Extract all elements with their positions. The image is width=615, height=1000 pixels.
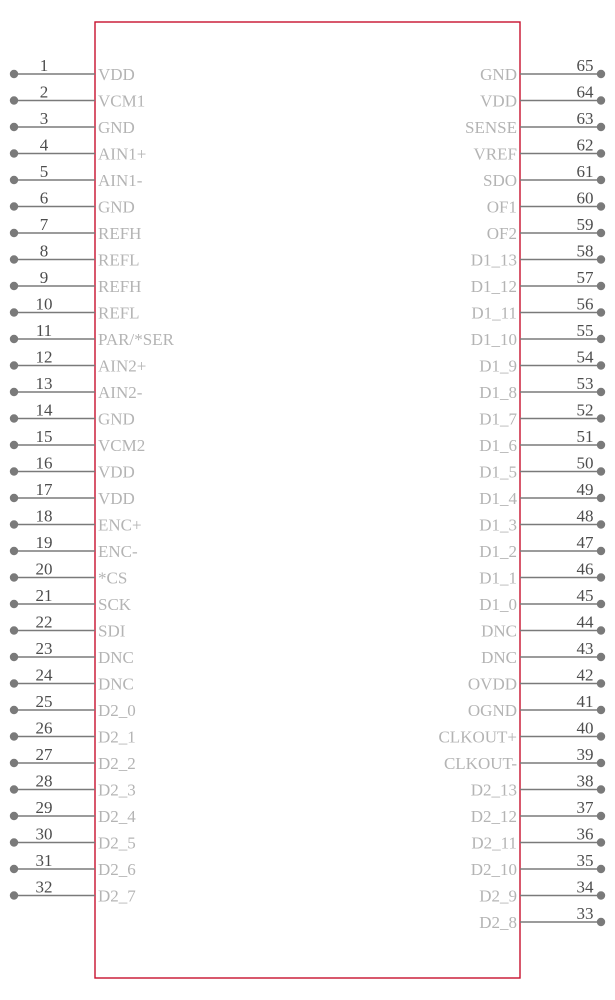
pin-end-dot [597, 653, 605, 661]
pin-end-dot [597, 229, 605, 237]
pin-number: 24 [35, 665, 53, 685]
pin-name: GND [98, 409, 135, 429]
pin-number: 16 [35, 453, 53, 473]
pin-name: D2_12 [470, 807, 517, 826]
pin-name: REFL [98, 303, 140, 323]
pin-number: 8 [39, 241, 49, 261]
pin-number: 51 [576, 427, 594, 446]
pin-end-dot [10, 176, 18, 184]
pin-end-dot [597, 282, 605, 290]
pin-end-dot [597, 865, 605, 873]
pin-end-dot [10, 255, 18, 263]
pin-number: 61 [576, 162, 594, 181]
pin-number: 19 [35, 533, 53, 552]
pin-end-dot [10, 653, 18, 661]
pin-name: D2_0 [98, 701, 136, 720]
pin-end-dot [597, 361, 605, 369]
pin-number: 39 [576, 745, 594, 764]
right-pin [479, 480, 605, 508]
pin-number: 21 [35, 586, 53, 605]
pin-end-dot [10, 308, 18, 316]
pin-end-dot [10, 70, 18, 78]
pin-name: D1_12 [470, 277, 517, 296]
pin-number: 1 [39, 56, 49, 75]
pin-end-dot [597, 335, 605, 343]
pin-name: OF2 [486, 224, 517, 243]
right-pin [479, 904, 605, 932]
pin-end-dot [10, 785, 18, 793]
pin-number: 59 [576, 215, 594, 234]
right-pin [481, 639, 605, 667]
pin-end-dot [10, 520, 18, 528]
pin-number: 42 [576, 665, 594, 685]
pin-number: 60 [576, 188, 594, 208]
pin-end-dot [10, 891, 18, 899]
right-pin [471, 772, 605, 800]
pin-end-dot [597, 70, 605, 78]
pin-name: D2_2 [98, 754, 136, 773]
pin-name: OVDD [467, 674, 517, 694]
left-pin-group [10, 56, 175, 906]
left-pin [10, 560, 127, 588]
right-pin [479, 374, 605, 402]
pin-end-dot [10, 414, 18, 422]
pin-name: D2_1 [98, 727, 136, 747]
left-pin [10, 533, 138, 561]
left-pin [10, 136, 147, 164]
left-pin [10, 242, 140, 270]
right-pin [465, 109, 605, 137]
pin-end-dot [10, 573, 18, 581]
pin-number: 58 [576, 241, 594, 261]
pin-end-dot [597, 626, 605, 634]
right-pin-group [438, 56, 605, 932]
left-pin [10, 745, 136, 773]
pin-name: AIN1+ [98, 144, 147, 164]
right-pin [468, 666, 605, 694]
left-pin [10, 692, 136, 720]
pin-number: 17 [35, 480, 53, 499]
pin-name: ENC+ [98, 515, 142, 535]
pin-number: 46 [576, 559, 594, 579]
pin-name: D2_9 [479, 886, 517, 906]
pin-end-dot [10, 123, 18, 131]
pin-number: 31 [35, 851, 53, 870]
pin-name: D2_7 [98, 886, 136, 906]
left-pin [10, 56, 135, 84]
pin-name: VDD [98, 489, 135, 508]
pin-end-dot [10, 838, 18, 846]
left-pin [10, 109, 135, 137]
pin-end-dot [597, 255, 605, 263]
right-pin [471, 295, 605, 323]
right-pin [468, 692, 605, 720]
pin-number: 63 [576, 109, 594, 128]
pin-end-dot [597, 176, 605, 184]
pin-end-dot [597, 759, 605, 767]
pin-end-dot [597, 706, 605, 714]
pin-number: 48 [576, 506, 594, 526]
pin-name: D2_8 [479, 913, 517, 932]
pin-number: 14 [35, 400, 53, 420]
pin-end-dot [10, 759, 18, 767]
pin-number: 36 [576, 824, 594, 844]
pin-name: CLKOUT- [443, 754, 517, 773]
left-pin [10, 401, 135, 429]
pin-end-dot [10, 441, 18, 449]
pin-number: 53 [576, 374, 594, 393]
pin-number: 47 [576, 533, 594, 552]
pin-number: 32 [35, 877, 53, 897]
left-pin [10, 666, 134, 694]
pin-number: 37 [576, 798, 594, 817]
pin-end-dot [10, 229, 18, 237]
left-pin [10, 719, 136, 747]
pin-name: DNC [481, 621, 517, 641]
left-pin [10, 480, 135, 508]
pin-name: D1_2 [479, 542, 517, 561]
pin-name: D1_5 [479, 462, 517, 482]
chip-body [95, 22, 520, 978]
pin-name: VDD [98, 462, 135, 482]
pin-name: D2_10 [470, 860, 517, 879]
pin-end-dot [10, 732, 18, 740]
pin-number: 40 [576, 718, 594, 738]
pin-name: D1_11 [471, 303, 517, 323]
pin-number: 7 [39, 215, 49, 234]
pin-end-dot [10, 679, 18, 687]
pin-number: 18 [35, 506, 53, 526]
right-pin [479, 533, 605, 561]
right-pin [471, 825, 605, 853]
pin-name: VREF [473, 144, 517, 164]
pin-end-dot [597, 732, 605, 740]
pin-name: CLKOUT+ [438, 727, 517, 747]
left-pin [10, 374, 143, 402]
right-pin [479, 560, 605, 588]
pin-end-dot [597, 308, 605, 316]
pin-number: 49 [576, 480, 594, 499]
pin-name: REFH [98, 224, 142, 243]
pin-end-dot [10, 626, 18, 634]
pin-name: GND [98, 118, 135, 137]
right-pin [480, 83, 605, 111]
pin-name: D1_1 [479, 568, 517, 588]
left-pin [10, 321, 175, 349]
pin-number: 13 [35, 374, 53, 393]
left-pin [10, 639, 134, 667]
pin-end-dot [597, 388, 605, 396]
pin-end-dot [597, 494, 605, 502]
pin-number: 33 [576, 904, 594, 923]
pin-number: 57 [576, 268, 594, 287]
pin-name: AIN2+ [98, 356, 147, 376]
pin-end-dot [10, 467, 18, 475]
right-pin [471, 798, 605, 826]
pin-end-dot [597, 441, 605, 449]
pin-number: 11 [35, 321, 53, 340]
pin-number: 50 [576, 453, 594, 473]
pin-end-dot [597, 202, 605, 210]
pin-number: 20 [35, 559, 53, 579]
pin-end-dot [597, 467, 605, 475]
right-pin [479, 586, 605, 614]
pin-number: 56 [576, 294, 594, 314]
pin-name: AIN1- [98, 171, 143, 190]
pin-name: D1_8 [479, 383, 517, 402]
pin-end-dot [10, 335, 18, 343]
left-pin [10, 613, 126, 641]
left-pin [10, 348, 147, 376]
pin-end-dot [597, 149, 605, 157]
pin-end-dot [597, 414, 605, 422]
pin-number: 55 [576, 321, 594, 340]
pin-number: 26 [35, 718, 53, 738]
pin-number: 62 [576, 135, 594, 155]
right-pin [471, 321, 605, 349]
pin-end-dot [597, 600, 605, 608]
pin-name: REFL [98, 250, 140, 270]
pin-name: D2_4 [98, 807, 136, 826]
pin-end-dot [10, 96, 18, 104]
pin-name: D2_13 [470, 780, 517, 800]
pin-end-dot [597, 838, 605, 846]
pin-end-dot [10, 282, 18, 290]
pin-number: 23 [35, 639, 53, 658]
right-pin [481, 613, 605, 641]
pin-name: DNC [481, 648, 517, 667]
right-pin [474, 136, 606, 164]
pin-end-dot [10, 149, 18, 157]
pin-number: 45 [576, 586, 594, 605]
pin-number: 29 [35, 798, 53, 817]
pin-number: 35 [576, 851, 594, 870]
pin-name: D1_13 [470, 250, 517, 270]
pin-name: VDD [480, 91, 517, 111]
pin-name: SENSE [465, 118, 517, 137]
pin-name: GND [480, 65, 517, 84]
pin-name: D1_9 [479, 356, 517, 376]
pin-name: D1_4 [479, 489, 517, 508]
pin-number: 9 [39, 268, 49, 287]
pin-number: 25 [35, 692, 53, 711]
pin-number: 30 [35, 824, 53, 844]
pin-number: 41 [576, 692, 594, 711]
pin-name: D2_5 [98, 833, 136, 853]
left-pin [10, 268, 142, 296]
pin-number: 6 [39, 188, 49, 208]
pin-end-dot [10, 494, 18, 502]
pin-name: REFH [98, 277, 142, 296]
pin-name: OGND [467, 701, 517, 720]
pin-number: 52 [576, 400, 594, 420]
pin-name: D1_3 [479, 515, 517, 535]
pin-number: 10 [35, 294, 53, 314]
left-pin [10, 878, 136, 906]
pin-number: 54 [576, 347, 594, 367]
left-pin [10, 189, 135, 217]
left-pin [10, 83, 145, 111]
pin-number: 43 [576, 639, 594, 658]
pin-name: D2_3 [98, 780, 136, 800]
pin-name: DNC [98, 674, 134, 694]
pin-end-dot [10, 547, 18, 555]
pin-end-dot [10, 865, 18, 873]
pin-end-dot [597, 123, 605, 131]
right-pin [438, 719, 605, 747]
pin-end-dot [597, 96, 605, 104]
pin-end-dot [597, 785, 605, 793]
pin-name: AIN2- [98, 383, 143, 402]
pin-number: 27 [35, 745, 53, 764]
pin-end-dot [597, 679, 605, 687]
right-pin [479, 507, 605, 535]
pin-number: 44 [576, 612, 594, 632]
left-pin [10, 825, 136, 853]
pin-end-dot [10, 812, 18, 820]
left-pin [10, 427, 145, 455]
pin-name: D2_6 [98, 860, 136, 879]
right-pin [479, 878, 605, 906]
pin-end-dot [597, 812, 605, 820]
right-pin [479, 427, 605, 455]
pin-name: D1_0 [479, 595, 517, 614]
left-pin [10, 772, 136, 800]
pin-name: D1_10 [470, 330, 517, 349]
right-pin [444, 745, 605, 773]
pin-name: SDO [482, 171, 517, 190]
left-pin [10, 295, 140, 323]
pin-number: 15 [35, 427, 53, 446]
right-pin [480, 56, 605, 84]
pin-name: ENC- [98, 542, 138, 561]
pin-name: OF1 [486, 197, 517, 217]
pin-end-dot [10, 361, 18, 369]
left-pin [10, 215, 142, 243]
right-pin [471, 851, 605, 879]
pin-name: VCM1 [98, 91, 146, 111]
left-pin [10, 586, 132, 614]
pin-number: 64 [576, 82, 594, 102]
right-pin [479, 348, 605, 376]
pin-end-dot [597, 573, 605, 581]
left-pin [10, 454, 135, 482]
pin-end-dot [10, 202, 18, 210]
pin-name: VDD [98, 65, 135, 84]
pin-name: GND [98, 197, 135, 217]
pin-number: 38 [576, 771, 594, 791]
right-pin [487, 189, 605, 217]
pin-number: 22 [35, 612, 53, 632]
left-pin [10, 798, 136, 826]
pin-name: SCK [98, 595, 132, 614]
pin-number: 3 [39, 109, 49, 128]
pin-end-dot [597, 918, 605, 926]
pin-name: PAR/*SER [98, 330, 174, 349]
pin-number: 5 [39, 162, 49, 181]
pin-number: 34 [576, 877, 594, 897]
pin-end-dot [597, 520, 605, 528]
pin-name: D2_11 [471, 833, 517, 853]
pin-name: SDI [98, 621, 126, 641]
pin-number: 12 [35, 347, 53, 367]
left-pin [10, 851, 136, 879]
pin-number: 28 [35, 771, 53, 791]
right-pin [487, 215, 605, 243]
right-pin [483, 162, 605, 190]
right-pin [471, 242, 605, 270]
pin-name: *CS [98, 568, 128, 588]
pin-number: 4 [39, 135, 49, 155]
left-pin [10, 507, 142, 535]
pin-name: VCM2 [98, 436, 146, 455]
pin-name: DNC [98, 648, 134, 667]
pin-end-dot [10, 600, 18, 608]
pin-end-dot [10, 706, 18, 714]
left-pin [10, 162, 143, 190]
right-pin [479, 401, 605, 429]
right-pin [479, 454, 605, 482]
pin-end-dot [597, 891, 605, 899]
pin-name: D1_7 [479, 409, 517, 429]
right-pin [471, 268, 605, 296]
pin-end-dot [10, 388, 18, 396]
pin-number: 2 [39, 82, 49, 102]
pin-number: 65 [576, 56, 594, 75]
pin-end-dot [597, 547, 605, 555]
pin-name: D1_6 [479, 436, 517, 455]
